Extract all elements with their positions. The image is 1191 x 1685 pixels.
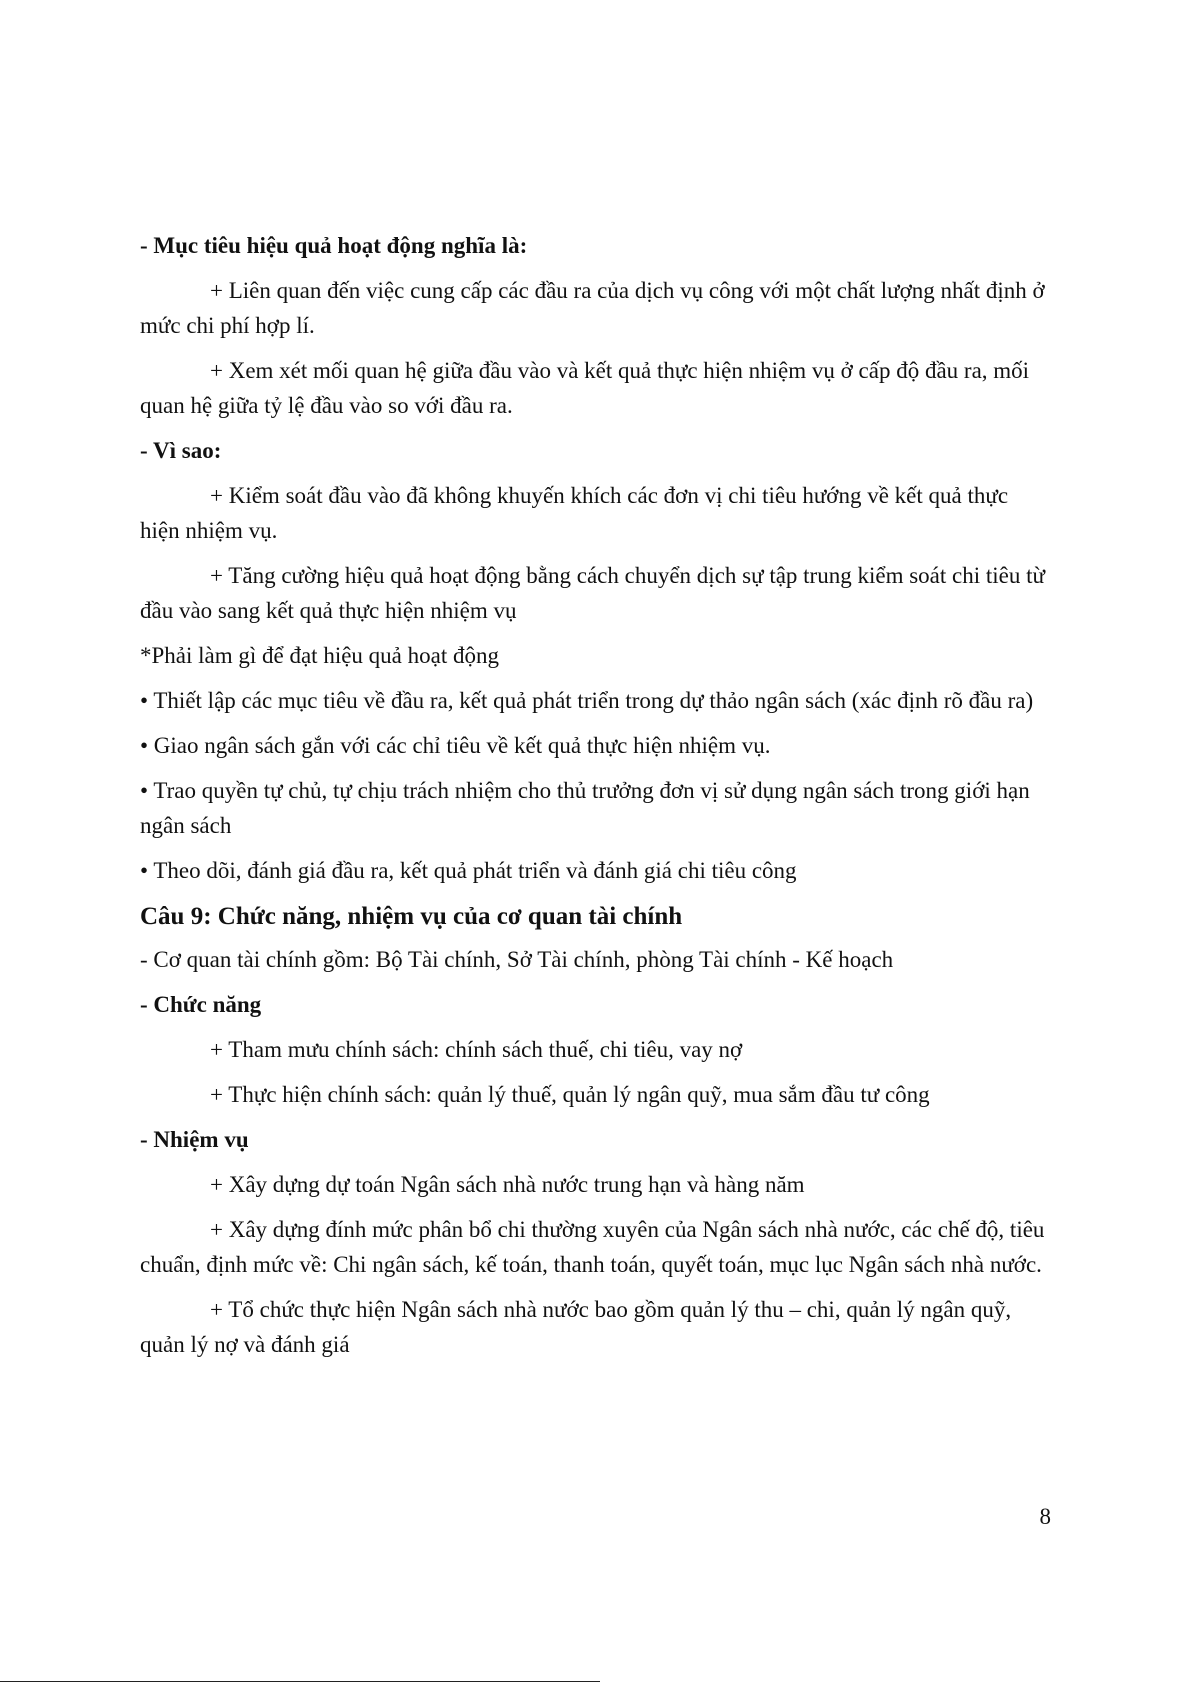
paragraph-item: + Thực hiện chính sách: quản lý thuế, quản lý ngân quỹ, mua sắm đầu tư công bbox=[210, 1082, 930, 1107]
subheading-what-to-do: *Phải làm gì để đạt hiệu quả hoạt động bbox=[140, 643, 499, 668]
bullet-item: • Trao quyền tự chủ, tự chịu trách nhiệm cho thủ trưởng đơn vị sử dụng ngân sách trong giới hạn ngân sách bbox=[140, 778, 1030, 838]
heading-functions: - Chức năng bbox=[140, 992, 262, 1017]
paragraph-item: + Liên quan đến việc cung cấp các đầu ra của dịch vụ công với một chất lượng nhất định ở mức chi phí hợp lí. bbox=[140, 278, 1045, 338]
paragraph-item: + Kiểm soát đầu vào đã không khuyến khích các đơn vị chi tiêu hướng về kết quả thực hiện nhiệm vụ. bbox=[140, 483, 1009, 543]
bullet-item: • Theo dõi, đánh giá đầu ra, kết quả phát triển và đánh giá chi tiêu công bbox=[140, 858, 797, 883]
paragraph-item: + Xem xét mối quan hệ giữa đầu vào và kết quả thực hiện nhiệm vụ ở cấp độ đầu ra, mối quan hệ giữa tỷ lệ đầu vào so với đầu ra. bbox=[140, 358, 1030, 418]
paragraph-item: + Xây dựng dự toán Ngân sách nhà nước trung hạn và hàng năm bbox=[210, 1172, 805, 1197]
paragraph-item: + Tăng cường hiệu quả hoạt động bằng cách chuyển dịch sự tập trung kiểm soát chi tiêu từ đầu vào sang kết quả thực hiện nhiệm vụ bbox=[140, 563, 1045, 623]
page-number: 8 bbox=[1039, 1504, 1051, 1529]
heading-performance-goal: - Mục tiêu hiệu quả hoạt động nghĩa là: bbox=[140, 233, 528, 258]
paragraph-item: + Xây dựng đính mức phân bổ chi thường xuyên của Ngân sách nhà nước, các chế độ, tiêu chuẩn, định mức về: Chi ngân sách, kế toán, thanh toán, quyết toán, mục lục Ngân sách nhà nước. bbox=[140, 1217, 1045, 1277]
heading-why: - Vì sao: bbox=[140, 438, 222, 463]
question-9-heading: Câu 9: Chức năng, nhiệm vụ của cơ quan tài chính bbox=[140, 903, 683, 930]
paragraph-item: + Tổ chức thực hiện Ngân sách nhà nước bao gồm quản lý thu – chi, quản lý ngân quỹ, quản lý nợ và đánh giá bbox=[140, 1297, 1012, 1357]
bullet-item: • Thiết lập các mục tiêu về đầu ra, kết quả phát triển trong dự thảo ngân sách (xác định rõ đầu ra) bbox=[140, 688, 1034, 713]
document-body bbox=[140, 228, 1052, 1372]
paragraph-item: + Tham mưu chính sách: chính sách thuế, chi tiêu, vay nợ bbox=[210, 1037, 743, 1062]
bullet-item: • Giao ngân sách gắn với các chỉ tiêu về kết quả thực hiện nhiệm vụ. bbox=[140, 733, 771, 758]
paragraph-finance-agencies: - Cơ quan tài chính gồm: Bộ Tài chính, Sở Tài chính, phòng Tài chính - Kế hoạch bbox=[140, 947, 894, 972]
footer-divider bbox=[0, 1681, 600, 1682]
heading-duties: - Nhiệm vụ bbox=[140, 1127, 249, 1152]
